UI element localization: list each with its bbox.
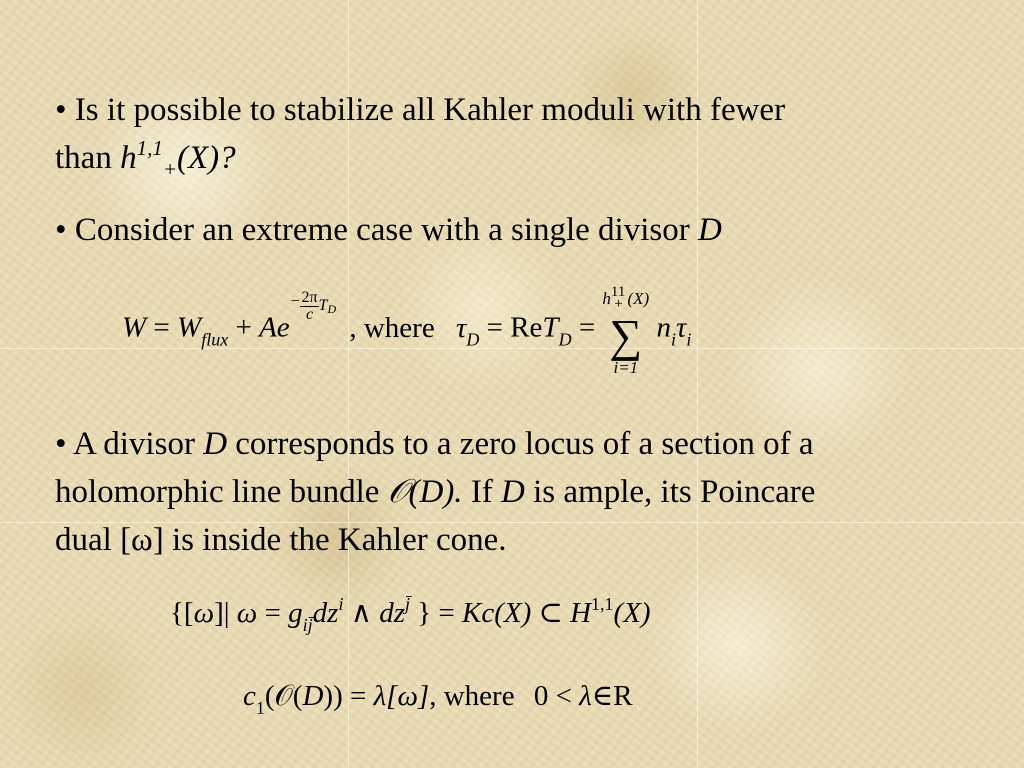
divisor-symbol: D [203,426,228,462]
divisor-symbol: D [697,212,722,248]
bullet3-text-c: holomorphic line bundle [55,474,380,510]
bullet3-text-f: dual [ω] is inside the Kahler cone. [55,522,507,558]
bullet3-text-d: If [470,474,493,510]
bullet-single-divisor [55,206,985,254]
kahler-cone-equation: {[ω]| $\omega = g_{ij̄}dz^i$ ∧ $dz^{j̄}$ } = Kc(X) ⊂ H$^{1,1}$(X) [170,594,651,635]
bullet1-text-a: Is it possible to stabilize all Kahler moduli with fewer [74,92,786,128]
divisor-symbol: D [501,474,525,510]
bullet3-text-b: corresponds to a zero locus of a section of a [235,426,814,462]
bullet3-text-e: is ample, its Poincare [533,474,816,510]
bullet-symbol: • [55,92,67,128]
superpotential-equation: $W = W_{flux} + Ae-$ $\frac{2\pi}{c}$ TD , where $\tau_D = ReT_D$ = h11+ (X) ∑ i=1 $n_i\tau_i$ [122,284,692,377]
bullet-symbol: • [55,426,67,462]
bullet-stabilize-question [55,86,985,182]
bullet2-text: Consider an extreme case with a single divisor [74,212,690,248]
bullet-symbol: • [55,212,67,248]
summation: h11+ (X) ∑ i=1 [602,284,650,377]
hodge-number: $h^{1,1}_+(X)$? [120,136,236,181]
exponent: − $\frac{2\pi}{c}$ TD [289,289,337,324]
bullet3-text-a: A divisor [73,426,195,462]
line-bundle-symbol: 𝒪(D). [387,474,463,510]
bullet-divisor-line-bundle [55,420,985,564]
chern-class-equation: $c_1(𝒪(D)) = \lambda[\omega]$, where 0 < λ∈R [243,680,633,718]
bullet1-text-b: than [55,140,112,176]
